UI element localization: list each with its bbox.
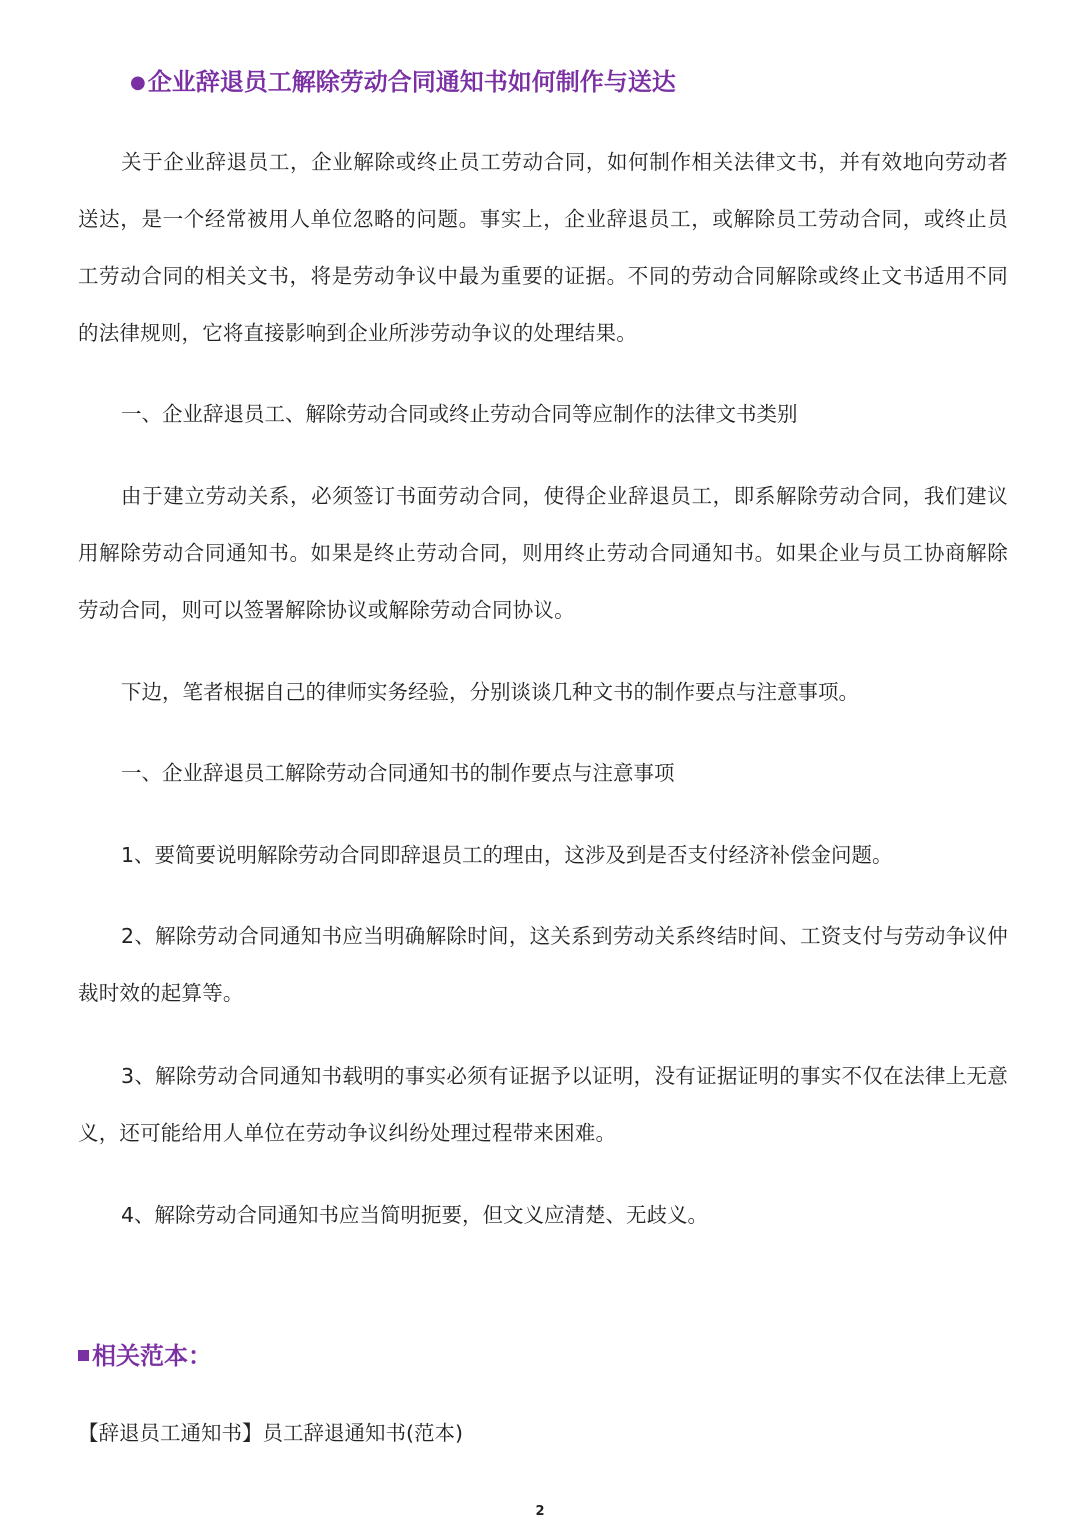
list-item-2: 2、解除劳动合同通知书应当明确解除时间，这关系到劳动关系终结时间、工资支付与劳动争议仲裁时效的起算等。 [78, 924, 1008, 1005]
related-samples-heading-text: 相关范本： [92, 1342, 212, 1370]
page-title [130, 62, 676, 97]
square-bullet-icon [78, 1350, 89, 1361]
sample-document-link[interactable]: 【辞退员工通知书】员工辞退通知书(范本) [78, 1421, 463, 1445]
related-samples-heading [78, 1336, 212, 1371]
list-item-4: 4、解除劳动合同通知书应当简明扼要，但文义应清楚、无歧义。 [121, 1203, 709, 1227]
section-heading-document-types: 一、企业辞退员工、解除劳动合同或终止劳动合同等应制作的法律文书类别 [121, 402, 798, 426]
list-item-3: 3、解除劳动合同通知书载明的事实必须有证据予以证明，没有证据证明的事实不仅在法律上无意义，还可能给用人单位在劳动争议纠纷处理过程带来困难。 [78, 1064, 1008, 1145]
section-heading-key-points: 一、企业辞退员工解除劳动合同通知书的制作要点与注意事项 [121, 761, 675, 785]
bullet-icon: ● [130, 72, 146, 93]
page-title-text: 企业辞退员工解除劳动合同通知书如何制作与送达 [147, 68, 676, 96]
list-item-1: 1、要简要说明解除劳动合同即辞退员工的理由，这涉及到是否支付经济补偿金问题。 [121, 843, 893, 867]
intro-paragraph: 关于企业辞退员工，企业解除或终止员工劳动合同，如何制作相关法律文书，并有效地向劳动者送达，是一个经常被用人单位忽略的问题。事实上，企业辞退员工，或解除员工劳动合同，或终止员工劳动合同的相关文书，将是劳动争议中最为重要的证据。不同的劳动合同解除或终止文书适用不同的法律规则，它将直接影响到企业所涉劳动争议的处理结果。 [78, 150, 1008, 345]
page-number: 2 [535, 1504, 545, 1519]
paragraph-intro-to-notes: 下边，笔者根据自己的律师实务经验，分别谈谈几种文书的制作要点与注意事项。 [121, 680, 859, 704]
paragraph-document-types: 由于建立劳动关系，必须签订书面劳动合同，使得企业辞退员工，即系解除劳动合同，我们建议用解除劳动合同通知书。如果是终止劳动合同，则用终止劳动合同通知书。如果企业与员工协商解除劳动合同，则可以签署解除协议或解除劳动合同协议。 [78, 484, 1008, 622]
